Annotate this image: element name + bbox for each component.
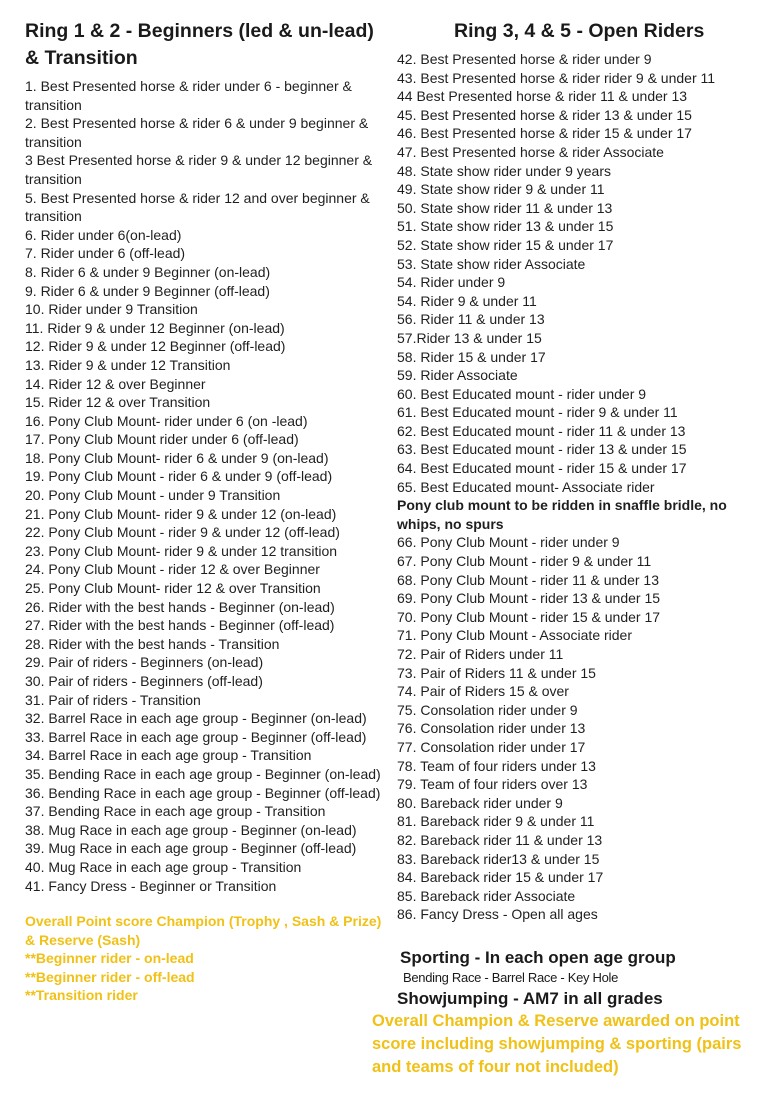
class-item: 7. Rider under 6 (off-lead) (25, 245, 186, 262)
class-item: 84. Bareback rider 15 & under 17 (397, 869, 604, 886)
class-item: 16. Pony Club Mount- rider under 6 (on -lead) (25, 412, 308, 429)
class-item: 65. Best Educated mount- Associate rider (397, 478, 655, 495)
class-item: 35. Bending Race in each age group - Beginner (on-lead) (25, 765, 381, 782)
champion-transition: **Transition rider (25, 987, 138, 1004)
class-item: 56. Rider 11 & under 13 (397, 311, 545, 328)
class-item: 45. Best Presented horse & rider 13 & under 15 (397, 106, 692, 123)
class-item: 44 Best Presented horse & rider 11 & under 13 (397, 88, 688, 105)
class-item: 51. State show rider 13 & under 15 (397, 218, 614, 235)
class-item: 2. Best Presented horse & rider 6 & under 9 beginner & transition (25, 115, 369, 150)
showjumping-heading: Showjumping - AM7 in all grades (397, 989, 663, 1008)
class-item: 71. Pony Club Mount - Associate rider (397, 627, 633, 644)
class-item: 49. State show rider 9 & under 11 (397, 181, 605, 198)
class-item: 83. Bareback rider13 & under 15 (397, 850, 600, 867)
class-item: 43. Best Presented horse & rider rider 9 & under 11 (397, 69, 716, 86)
class-item: 3 Best Presented horse & rider 9 & under 12 beginner & transition (25, 152, 373, 187)
class-item: 21. Pony Club Mount- rider 9 & under 12 (on-lead) (25, 505, 337, 522)
class-item: 54. Rider 9 & under 11 (397, 292, 537, 309)
class-item: 64. Best Educated mount - rider 15 & under 17 (397, 460, 687, 477)
class-item: 37. Bending Race in each age group - Transition (25, 803, 326, 820)
class-item: 22. Pony Club Mount - rider 9 & under 12 (off-lead) (25, 524, 340, 541)
class-item: 80. Bareback rider under 9 (397, 794, 563, 811)
class-item: 27. Rider with the best hands - Beginner (off-lead) (25, 617, 335, 634)
class-item: 26. Rider with the best hands - Beginner (on-lead) (25, 598, 335, 615)
champion-beginner-off-lead: **Beginner rider - off-lead (25, 968, 195, 985)
class-item: 46. Best Presented horse & rider 15 & under 17 (397, 125, 692, 142)
ring-3-4-5-class-list (397, 50, 747, 496)
ring-3-4-5-class-list-continued (397, 533, 747, 923)
class-item: 81. Bareback rider 9 & under 11 (397, 813, 595, 830)
class-item: 19. Pony Club Mount - rider 6 & under 9 (off-lead) (25, 468, 333, 485)
class-item: 42. Best Presented horse & rider under 9 (397, 51, 652, 67)
class-item: 28. Rider with the best hands - Transition (25, 635, 280, 652)
class-item: 63. Best Educated mount - rider 13 & under 15 (397, 441, 687, 458)
class-item: 15. Rider 12 & over Transition (25, 394, 211, 411)
class-item: 74. Pair of Riders 15 & over (397, 683, 569, 700)
class-item: 86. Fancy Dress - Open all ages (397, 906, 598, 923)
overall-point-score-champion (25, 912, 387, 1005)
class-item: 67. Pony Club Mount - rider 9 & under 11 (397, 553, 652, 570)
champion-beginner-on-lead: **Beginner rider - on-lead (25, 950, 194, 967)
class-item: 14. Rider 12 & over Beginner (25, 375, 206, 392)
class-item: 38. Mug Race in each age group - Beginner (on-lead) (25, 821, 357, 838)
class-item: 58. Rider 15 & under 17 (397, 348, 546, 365)
overall-champion-note: Overall Champion & Reserve awarded on point score including showjumping & sporting (pairs and teams of four not included) (372, 1012, 742, 1076)
class-item: 77. Consolation rider under 17 (397, 738, 586, 755)
champion-heading: Overall Point score Champion (Trophy , Sash & Prize) & Reserve (Sash) (25, 913, 382, 948)
class-item: 54. Rider under 9 (397, 274, 506, 291)
class-item: 41. Fancy Dress - Beginner or Transition (25, 877, 277, 894)
class-item: 9. Rider 6 & under 9 Beginner (off-lead) (25, 282, 270, 299)
class-item: 1. Best Presented horse & rider under 6 - beginner & transition (25, 78, 352, 113)
class-item: 17. Pony Club Mount rider under 6 (off-lead) (25, 431, 299, 448)
class-item: 79. Team of four riders over 13 (397, 776, 588, 793)
class-item: 60. Best Educated mount - rider under 9 (397, 385, 647, 402)
class-item: 68. Pony Club Mount - rider 11 & under 13 (397, 571, 660, 588)
sporting-events: Bending Race - Barrel Race - Key Hole (403, 970, 619, 985)
class-item: 75. Consolation rider under 9 (397, 701, 578, 718)
class-item: 34. Barrel Race in each age group - Transition (25, 747, 312, 764)
class-item: 18. Pony Club Mount- rider 6 & under 9 (on-lead) (25, 449, 329, 466)
class-item: 59. Rider Associate (397, 367, 518, 384)
class-item: 31. Pair of riders - Transition (25, 691, 201, 708)
class-item: 6. Rider under 6(on-lead) (25, 226, 182, 243)
class-item: 5. Best Presented horse & rider 12 and over beginner & transition (25, 189, 370, 225)
class-item: 78. Team of four riders under 13 (397, 757, 596, 774)
class-item: 32. Barrel Race in each age group - Beginner (on-lead) (25, 710, 367, 727)
class-item: 20. Pony Club Mount - under 9 Transition (25, 487, 281, 504)
class-item: 62. Best Educated mount - rider 11 & under 13 (397, 422, 686, 439)
ring-3-4-5-title: Ring 3, 4 & 5 - Open Riders (454, 20, 705, 42)
class-item: 33. Barrel Race in each age group - Beginner (off-lead) (25, 728, 367, 745)
ring-1-2-class-list (25, 77, 385, 895)
class-item: 70. Pony Club Mount - rider 15 & under 17 (397, 608, 661, 625)
class-item: 50. State show rider 11 & under 13 (397, 199, 613, 216)
class-item: 11. Rider 9 & under 12 Beginner (on-lead) (25, 319, 285, 336)
class-item: 76. Consolation rider under 13 (397, 720, 586, 737)
class-item: 82. Bareback rider 11 & under 13 (397, 831, 603, 848)
class-item: 29. Pair of riders - Beginners (on-lead) (25, 654, 264, 671)
class-item: 48. State show rider under 9 years (397, 162, 612, 179)
class-item: 39. Mug Race in each age group - Beginner (off-lead) (25, 840, 357, 857)
class-item: 8. Rider 6 & under 9 Beginner (on-lead) (25, 263, 271, 280)
pony-club-note: Pony club mount to be ridden in snaffle bridle, no whips, no spurs (397, 497, 727, 532)
class-item: 23. Pony Club Mount- rider 9 & under 12 transition (25, 542, 338, 559)
class-item: 85. Bareback rider Associate (397, 887, 576, 904)
class-item: 52. State show rider 15 & under 17 (397, 236, 614, 253)
class-item: 72. Pair of Riders under 11 (397, 646, 564, 662)
class-item: 12. Rider 9 & under 12 Beginner (off-lead) (25, 338, 286, 355)
class-item: 66. Pony Club Mount - rider under 9 (397, 534, 620, 551)
class-item: 30. Pair of riders - Beginners (off-lead) (25, 673, 263, 689)
class-item: 13. Rider 9 & under 12 Transition (25, 356, 231, 373)
class-item: 24. Pony Club Mount - rider 12 & over Beginner (25, 561, 320, 578)
class-item: 57.Rider 13 & under 15 (397, 329, 542, 346)
class-item: 69. Pony Club Mount - rider 13 & under 15 (397, 590, 661, 607)
class-item: 61. Best Educated mount - rider 9 & under 11 (397, 404, 678, 421)
class-item: 47. Best Presented horse & rider Associate (397, 143, 664, 160)
ring-1-2-title: Ring 1 & 2 - Beginners (led & un-lead) & Transition (25, 20, 374, 69)
class-item: 73. Pair of Riders 11 & under 15 (397, 664, 596, 681)
sporting-heading: Sporting - In each open age group (400, 948, 676, 967)
class-item: 25. Pony Club Mount- rider 12 & over Transition (25, 580, 321, 597)
class-item: 40. Mug Race in each age group - Transition (25, 858, 302, 875)
class-item: 53. State show rider Associate (397, 255, 586, 272)
class-item: 36. Bending Race in each age group - Beginner (off-lead) (25, 784, 381, 801)
left-column (25, 0, 385, 895)
right-column (397, 0, 747, 924)
class-item: 10. Rider under 9 Transition (25, 301, 198, 318)
